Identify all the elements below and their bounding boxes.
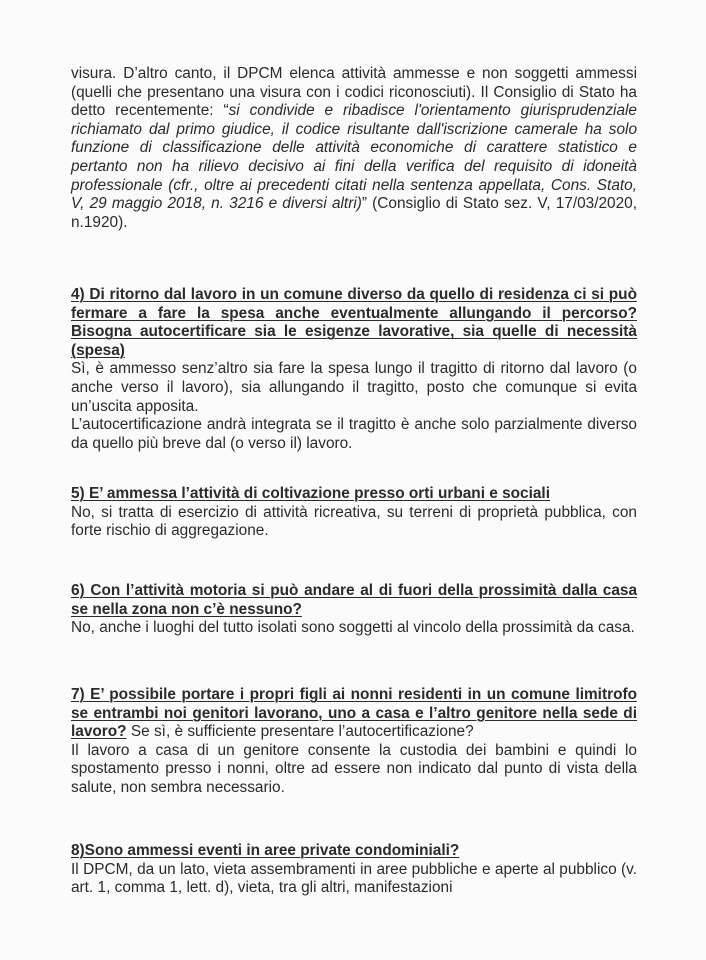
section-7-question-paragraph [71, 686, 637, 742]
intro-text-end: ” (Consiglio di Stato sez. V, 17/03/2020, n.1920). [71, 195, 637, 231]
section-7 [71, 686, 637, 798]
section-5-question: 5) E’ ammessa l’attività di coltivazione presso orti urbani e sociali [71, 485, 550, 502]
section-7-question-tail: Se sì, è sufficiente presentare l’autocertificazione? [126, 723, 474, 741]
section-8-answer: Il DPCM, da un lato, vieta assembramenti in aree pubbliche e aperte al pubblico (v. art. 1, comma 1, lett. d), vieta, tra gli altri, manifestazioni [71, 860, 637, 897]
court-quote: si condivide e ribadisce l'orientamento giurisprudenziale richiamato dal primo giudice, il codice risultante dall'iscrizione camerale ha solo funzione di classificazione delle attività economiche di carattere statistico e pertanto non ha rilievo decisivo ai fini della verifica del requisito di idoneità professionale (cfr., oltre ai precedenti citati nella sentenza appellata, Cons. Stato, V, 29 maggio 2018, n. 3216 e diversi altri) [71, 102, 637, 213]
section-4-answer-2: L’autocertificazione andrà integrata se il tragitto è anche solo parzialmente diverso da quello più breve dal (o verso il) lavoro. [71, 416, 637, 452]
section-4-answer-1: Sì, è ammesso senz’altro sia fare la spesa lungo il tragitto di ritorno dal lavoro (o anche verso il lavoro), sia allungando il tragitto, posto che comunque si evita un’uscita apposita. [71, 360, 637, 415]
section-8 [71, 842, 637, 898]
section-5-answer: No, si tratta di esercizio di attività ricreativa, su terreni di proprietà pubblica, con forte rischio di aggregazione. [71, 503, 637, 540]
section-7-question: 7) E’ possibile portare i propri figli ai nonni residenti in un comune limitrofo se entrambi noi genitori lavorano, uno a casa e l’altro genitore nella sede di lavoro? [71, 686, 637, 741]
intro-paragraph [71, 65, 637, 232]
section-6-question: 6) Con l’attività motoria si può andare al di fuori della prossimità dalla casa se nella zona non c’è nessuno? [71, 582, 637, 618]
section-4-question: 4) Di ritorno dal lavoro in un comune diverso da quello di residenza ci si può fermare a fare la spesa anche eventualmente allungando il percorso? Bisogna autocertificare sia le esigenze lavorative, sia quelle di necessità (spesa) [71, 286, 637, 359]
intro-text [71, 65, 637, 232]
section-8-question: 8)Sono ammessi eventi in aree private condominiali? [71, 842, 460, 859]
intro-text-start: visura. D’altro canto, il DPCM elenca attività ammesse e non soggetti ammessi (quelli che presentano una visura con i codici riconosciuti). Il Consiglio di Stato ha detto recentemente: “ [71, 65, 637, 120]
section-6-answer: No, anche i luoghi del tutto isolati sono soggetti al vincolo della prossimità da casa. [71, 619, 635, 637]
section-4 [71, 286, 637, 453]
section-7-answer: Il lavoro a casa di un genitore consente la custodia dei bambini e quindi lo spostamento presso i nonni, oltre ad essere non indicato dal punto di vista della salute, non sembra necessario. [71, 741, 637, 796]
section-5 [71, 485, 637, 541]
section-6 [71, 582, 637, 638]
